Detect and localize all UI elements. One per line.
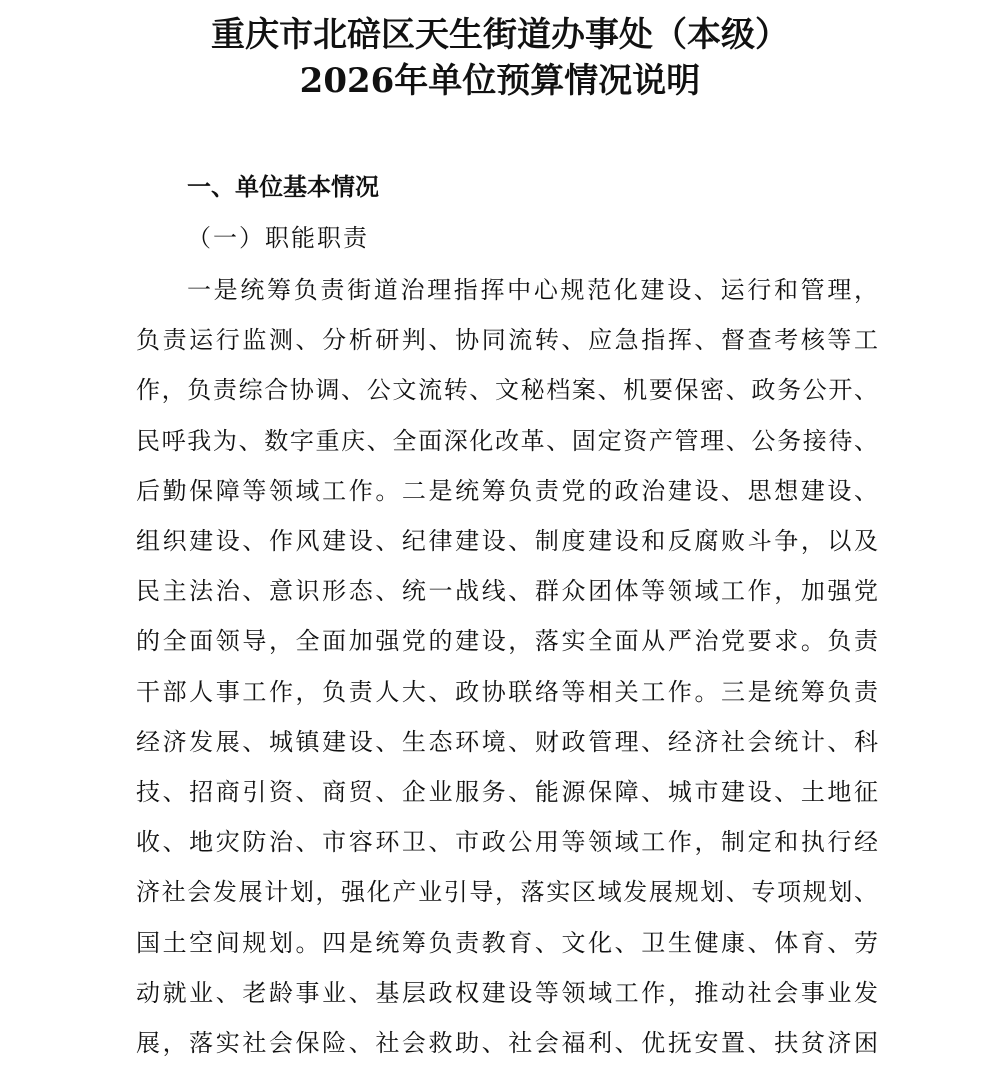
body-line: 收、地灾防治、市容环卫、市政公用等领域工作，制定和执行经 <box>136 828 878 857</box>
body-line: 干部人事工作，负责人大、政协联络等相关工作。三是统筹负责 <box>136 677 878 706</box>
body-line: 负责运行监测、分析研判、协同流转、应急指挥、督查考核等工 <box>136 326 878 355</box>
section-heading: 一、单位基本情况 <box>187 172 379 201</box>
body-line: 展，落实社会保险、社会救助、社会福利、优抚安置、扶贫济困 <box>136 1029 878 1057</box>
body-line: 民呼我为、数字重庆、全面深化改革、固定资产管理、公务接待、 <box>136 426 878 455</box>
body-line: 民主法治、意识形态、统一战线、群众团体等领域工作，加强党 <box>136 577 878 606</box>
body-line: 动就业、老龄事业、基层政权建设等领域工作，推动社会事业发 <box>136 978 878 1007</box>
body-line: 后勤保障等领域工作。二是统筹负责党的政治建设、思想建设、 <box>136 476 878 505</box>
body-line: 技、招商引资、商贸、企业服务、能源保障、城市建设、土地征 <box>136 778 878 806</box>
body-line: 济社会发展计划，强化产业引导，落实区域发展规划、专项规划、 <box>136 878 878 907</box>
document-title-line-1: 重庆市北碚区天生街道办事处（本级） <box>211 15 789 55</box>
body-line: 的全面领导，全面加强党的建设，落实全面从严治党要求。负责 <box>136 627 878 656</box>
document-title-line-2: 2026年单位预算情况说明 <box>299 61 701 101</box>
body-line: 组织建设、作风建设、纪律建设、制度建设和反腐败斗争，以及 <box>136 527 878 555</box>
subsection-heading: （一）职能职责 <box>187 224 369 252</box>
body-line: 国土空间规划。四是统筹负责教育、文化、卫生健康、体育、劳 <box>136 928 878 957</box>
body-line: 作，负责综合协调、公文流转、文秘档案、机要保密、政务公开、 <box>136 376 878 405</box>
body-line: 经济发展、城镇建设、生态环境、财政管理、经济社会统计、科 <box>136 727 878 756</box>
body-line: 一是统筹负责街道治理指挥中心规范化建设、运行和管理， <box>187 276 878 304</box>
